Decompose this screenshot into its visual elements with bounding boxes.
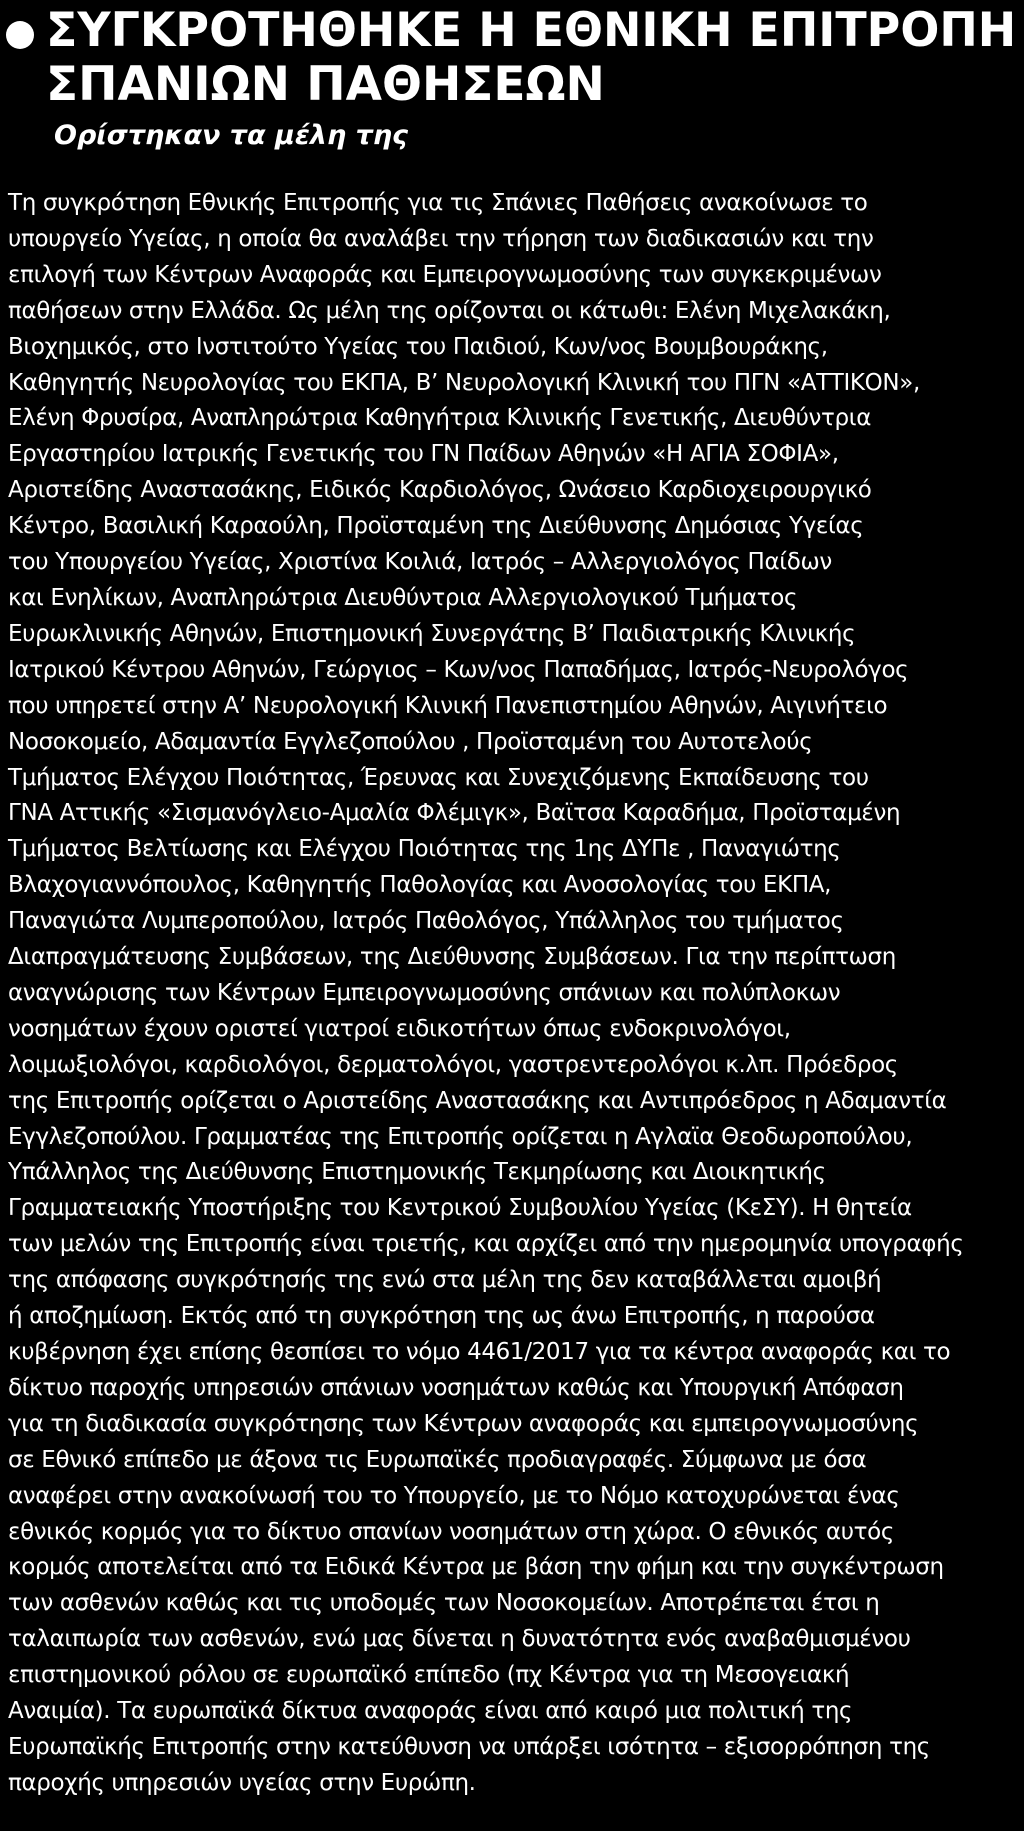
body-line: παροχής υπηρεσιών υγείας στην Ευρώπη. xyxy=(8,1769,476,1796)
body-line: εθνικός κορμός για το δίκτυο σπανίων νοσημάτων στη χώρα. Ο εθνικός αυτός xyxy=(8,1518,895,1545)
body-line: Ευρωπαϊκής Επιτροπής στην κατεύθυνση να υπάρξει ισότητα – εξισορρόπηση της xyxy=(8,1733,930,1760)
body-line: αναφέρει στην ανακοίνωσή του το Υπουργείο, με το Νόμο κατοχυρώνεται ένας xyxy=(8,1482,900,1509)
body-line: Βιοχημικός, στο Ινστιτούτο Υγείας του Παιδιού, Κων/νος Βουμβουράκης, xyxy=(8,333,828,360)
body-line: Αριστείδης Αναστασάκης, Ειδικός Καρδιολόγος, Ωνάσειο Καρδιοχειρουργικό xyxy=(8,477,872,504)
headline-line: ΣΠΑΝΙΩΝ ΠΑΘΗΣΕΩΝ xyxy=(46,57,605,112)
body-line: παθήσεων στην Ελλάδα. Ως μέλη της ορίζονται οι κάτωθι: Ελένη Μιχελακάκη, xyxy=(8,297,891,324)
body-line: Ευρωκλινικής Αθηνών, Επιστημονική Συνεργάτης Β’ Παιδιατρικής Κλινικής xyxy=(8,620,856,647)
body-line: δίκτυο παροχής υπηρεσιών σπάνιων νοσημάτων καθώς και Υπουργική Απόφαση xyxy=(8,1374,904,1401)
body-line: λοιμωξιολόγοι, καρδιολόγοι, δερματολόγοι, γαστρεντερολόγοι κ.λπ. Πρόεδρος xyxy=(8,1051,898,1078)
body-line: Κέντρο, Βασιλική Καραούλη, Προϊσταμένη της Διεύθυνσης Δημόσιας Υγείας xyxy=(8,513,864,540)
headline-line: ΣΥΓΚΡΟΤΗΘΗΚΕ Η ΕΘΝΙΚΗ ΕΠΙΤΡΟΠΗ xyxy=(46,3,1017,58)
article-body xyxy=(8,186,1020,1802)
body-line: της Επιτροπής ορίζεται ο Αριστείδης Αναστασάκης και Αντιπρόεδρος η Αδαμαντία xyxy=(8,1087,947,1114)
body-line: Εργαστηρίου Ιατρικής Γενετικής του ΓΝ Παίδων Αθηνών «Η ΑΓΙΑ ΣΟΦΙΑ», xyxy=(8,441,839,468)
body-line: Τμήματος Ελέγχου Ποιότητας, Έρευνας και Συνεχιζόμενης Εκπαίδευσης του xyxy=(8,764,869,791)
body-line: κυβέρνηση έχει επίσης θεσπίσει το νόμο 4461/2017 για τα κέντρα αναφοράς και το xyxy=(8,1339,951,1365)
body-line: των μελών της Επιτροπής είναι τριετής, και αρχίζει από την ημερομηνία υπογραφής xyxy=(8,1231,964,1258)
body-line: Παναγιώτα Λυμπεροπούλου, Ιατρός Παθολόγος, Υπάλληλος του τμήματος xyxy=(8,908,844,935)
body-line: επιλογή των Κέντρων Αναφοράς και Εμπειρογνωμοσύνης των συγκεκριμένων xyxy=(8,261,882,288)
body-line: νοσημάτων έχουν οριστεί γιατροί ειδικοτήτων όπως ενδοκρινολόγοι, xyxy=(8,1015,791,1042)
body-line: του Υπουργείου Υγείας, Χριστίνα Κοιλιά, Ιατρός – Αλλεργιολόγος Παίδων xyxy=(8,549,832,576)
body-line: αναγνώρισης των Κέντρων Εμπειρογνωμοσύνης σπάνιων και πολύπλοκων xyxy=(8,979,841,1006)
body-line: για τη διαδικασία συγκρότησης των Κέντρων αναφοράς και εμπειρογνωμοσύνης xyxy=(8,1410,919,1437)
body-line: Καθηγητής Νευρολογίας του ΕΚΠΑ, Β’ Νευρολογική Κλινική του ΠΓΝ «ΑΤΤΙΚΟΝ», xyxy=(8,369,920,396)
body-line: της απόφασης συγκρότησής της ενώ στα μέλη της δεν καταβάλλεται αμοιβή xyxy=(8,1267,882,1294)
body-line: και Ενηλίκων, Αναπληρώτρια Διευθύντρια Αλλεργιολογικού Τμήματος xyxy=(8,584,798,611)
body-line: κορμός αποτελείται από τα Ειδικά Κέντρα με βάση την φήμη και την συγκέντρωση xyxy=(8,1554,944,1581)
body-line: Ελένη Φρυσίρα, Αναπληρώτρια Καθηγήτρια Κλινικής Γενετικής, Διευθύντρια xyxy=(8,405,872,432)
body-line: που υπηρετεί στην Α’ Νευρολογική Κλινική Πανεπιστημίου Αθηνών, Αιγινήτειο xyxy=(8,692,888,719)
body-line: Εγγλεζοπούλου. Γραμματέας της Επιτροπής ορίζεται η Αγλαϊα Θεοδωροπούλου, xyxy=(8,1123,913,1150)
headline xyxy=(6,4,1024,112)
body-line: σε Εθνικό επίπεδο με άξονα τις Ευρωπαϊκές προδιαγραφές. Σύμφωνα με όσα xyxy=(8,1446,867,1473)
body-line: Αναιμία). Τα ευρωπαϊκά δίκτυα αναφοράς είναι από καιρό μια πολιτική της xyxy=(8,1698,853,1725)
body-line: Βλαχογιαννόπουλος, Καθηγητής Παθολογίας και Ανοσολογίας του ΕΚΠΑ, xyxy=(8,872,832,899)
body-line: Διαπραγμάτευσης Συμβάσεων, της Διεύθυνσης Συμβάσεων. Για την περίπτωση xyxy=(8,944,896,971)
body-line: Γραμματειακής Υποστήριξης του Κεντρικού Συμβουλίου Υγείας (ΚεΣΥ). Η θητεία xyxy=(8,1195,912,1222)
body-line: Τη συγκρότηση Εθνικής Επιτροπής για τις Σπάνιες Παθήσεις ανακοίνωσε το xyxy=(8,190,868,216)
body-line: Τμήματος Βελτίωσης και Ελέγχου Ποιότητας της 1ης ΔΥΠε , Παναγιώτης xyxy=(8,836,841,863)
body-line: Υπάλληλος της Διεύθυνσης Επιστημονικής Τεκμηρίωσης και Διοικητικής xyxy=(8,1159,826,1186)
body-line: Ιατρικού Κέντρου Αθηνών, Γεώργιος – Κων/νος Παπαδήμας, Ιατρός-Νευρολόγος xyxy=(8,656,909,683)
headline-text xyxy=(46,4,1024,112)
body-line: ή αποζημίωση. Εκτός από τη συγκρότηση της ως άνω Επιτροπής, η παρούσα xyxy=(8,1303,875,1330)
body-line: ΓΝΑ Αττικής «Σισμανόγλειο-Αμαλία Φλέμιγκ», Βαϊτσα Καραδήμα, Προϊσταμένη xyxy=(8,800,901,827)
bullet-icon xyxy=(6,21,34,49)
body-line: υπουργείο Υγείας, η οποία θα αναλάβει την τήρηση των διαδικασιών και την xyxy=(8,225,874,252)
body-line: ταλαιπωρία των ασθενών, ενώ μας δίνεται η δυνατότητα ενός αναβαθμισμένου xyxy=(8,1626,911,1653)
body-line: επιστημονικού ρόλου σε ευρωπαϊκό επίπεδο (πχ Κέντρα για τη Μεσογειακή xyxy=(8,1662,850,1689)
body-line: Νοσοκομείο, Αδαμαντία Εγγλεζοπούλου , Προϊσταμένη του Αυτοτελούς xyxy=(8,728,813,755)
subheadline: Ορίστηκαν τα μέλη της xyxy=(54,120,409,151)
body-line: των ασθενών καθώς και τις υποδομές των Νοσοκομείων. Αποτρέπεται έτσι η xyxy=(8,1590,880,1617)
